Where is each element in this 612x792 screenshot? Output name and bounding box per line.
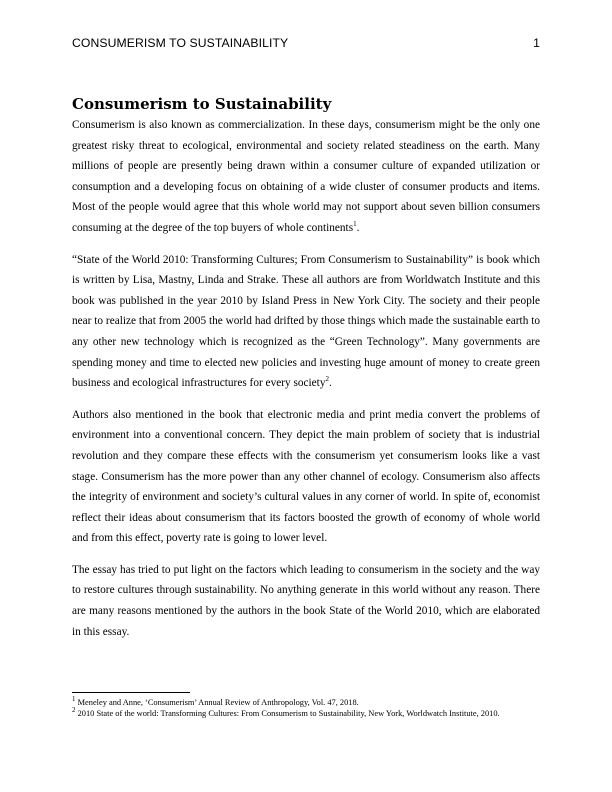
footnotes	[72, 697, 552, 719]
running-header	[72, 36, 540, 50]
paragraph-2	[72, 250, 540, 394]
footnote-1-text: Meneley and Anne, ‘Consumerism’ Annual Review of Anthropology, Vol. 47, 2018.	[77, 698, 359, 707]
footnote-2	[72, 708, 552, 719]
document-title: Consumerism to Sustainability	[72, 95, 332, 113]
paragraph-2-tail: .	[328, 377, 332, 390]
footnote-2-text: 2010 State of the world: Transforming Cultures: From Consumerism to Sustainability, New York, Worldwatch Institute, 2010.	[77, 709, 500, 718]
paragraph-1-text: Consumerism is also known as commercialization. In these days, consumerism might be the only one greatest risky threat to ecological, environmental and society related steadiness on the earth. Many millions of people are presently being drawn within a consumer culture of expanded utilization or consumption and a developing focus on obtaining of a wide cluster of consumer products and items. Most of the people would agree that this whole world may not support about seven billion consumers consuming at the degree of the top buyers of whole continents	[72, 119, 540, 234]
paragraph-2-text: “State of the World 2010: Transforming Cultures; From Consumerism to Sustainability” is book which is written by Lisa, Mastny, Linda and Strake. These all authors are from Worldwatch Institute and this book was published in the year 2010 by Island Press in New York City. The society and their people near to realize that from 2005 the world had drifted by those things which made the sustainable earth to any other new technology which is recognized as the “Green Technology”. Many governments are spending money and time to elected new policies and investing huge amount of money to create green business and ecological infrastructures for every society	[72, 253, 540, 390]
footnote-ref-1[interactable]: 1	[353, 220, 357, 229]
paragraph-4: The essay has tried to put light on the factors which leading to consumerism in the society and the way to restore cultures through sustainability. No anything generate in this world without any reason. There are many reasons mentioned by the authors in the book State of the World 2010, which are elaborated in this essay.	[72, 563, 540, 638]
running-title: CONSUMERISM TO SUSTAINABILITY	[72, 36, 289, 50]
footnote-1	[72, 697, 552, 708]
footnote-2-number: 2	[72, 706, 76, 715]
paragraph-1-tail: .	[356, 221, 360, 234]
paragraph-3: Authors also mentioned in the book that electronic media and print media convert the problems of environment into a conventional concern. They depict the main problem of society that is industrial revolution and they compare these effects with the consumerism yet consumerism looks like a vast stage. Consumerism has the more power than any other channel of ecology. Consumerism also affects the integrity of environment and society’s cultural values in any corner of world. In spite of, economist reflect their ideas about consumerism that its factors boosted the growth of economy of whole world and from this effect, poverty rate is going to lower level.	[72, 408, 540, 545]
paragraph-1	[72, 115, 540, 239]
footnote-separator	[72, 692, 190, 693]
footnote-1-number: 1	[72, 695, 76, 704]
document-body	[72, 95, 540, 653]
footnote-ref-2[interactable]: 2	[325, 375, 329, 384]
page-number: 1	[533, 36, 540, 50]
